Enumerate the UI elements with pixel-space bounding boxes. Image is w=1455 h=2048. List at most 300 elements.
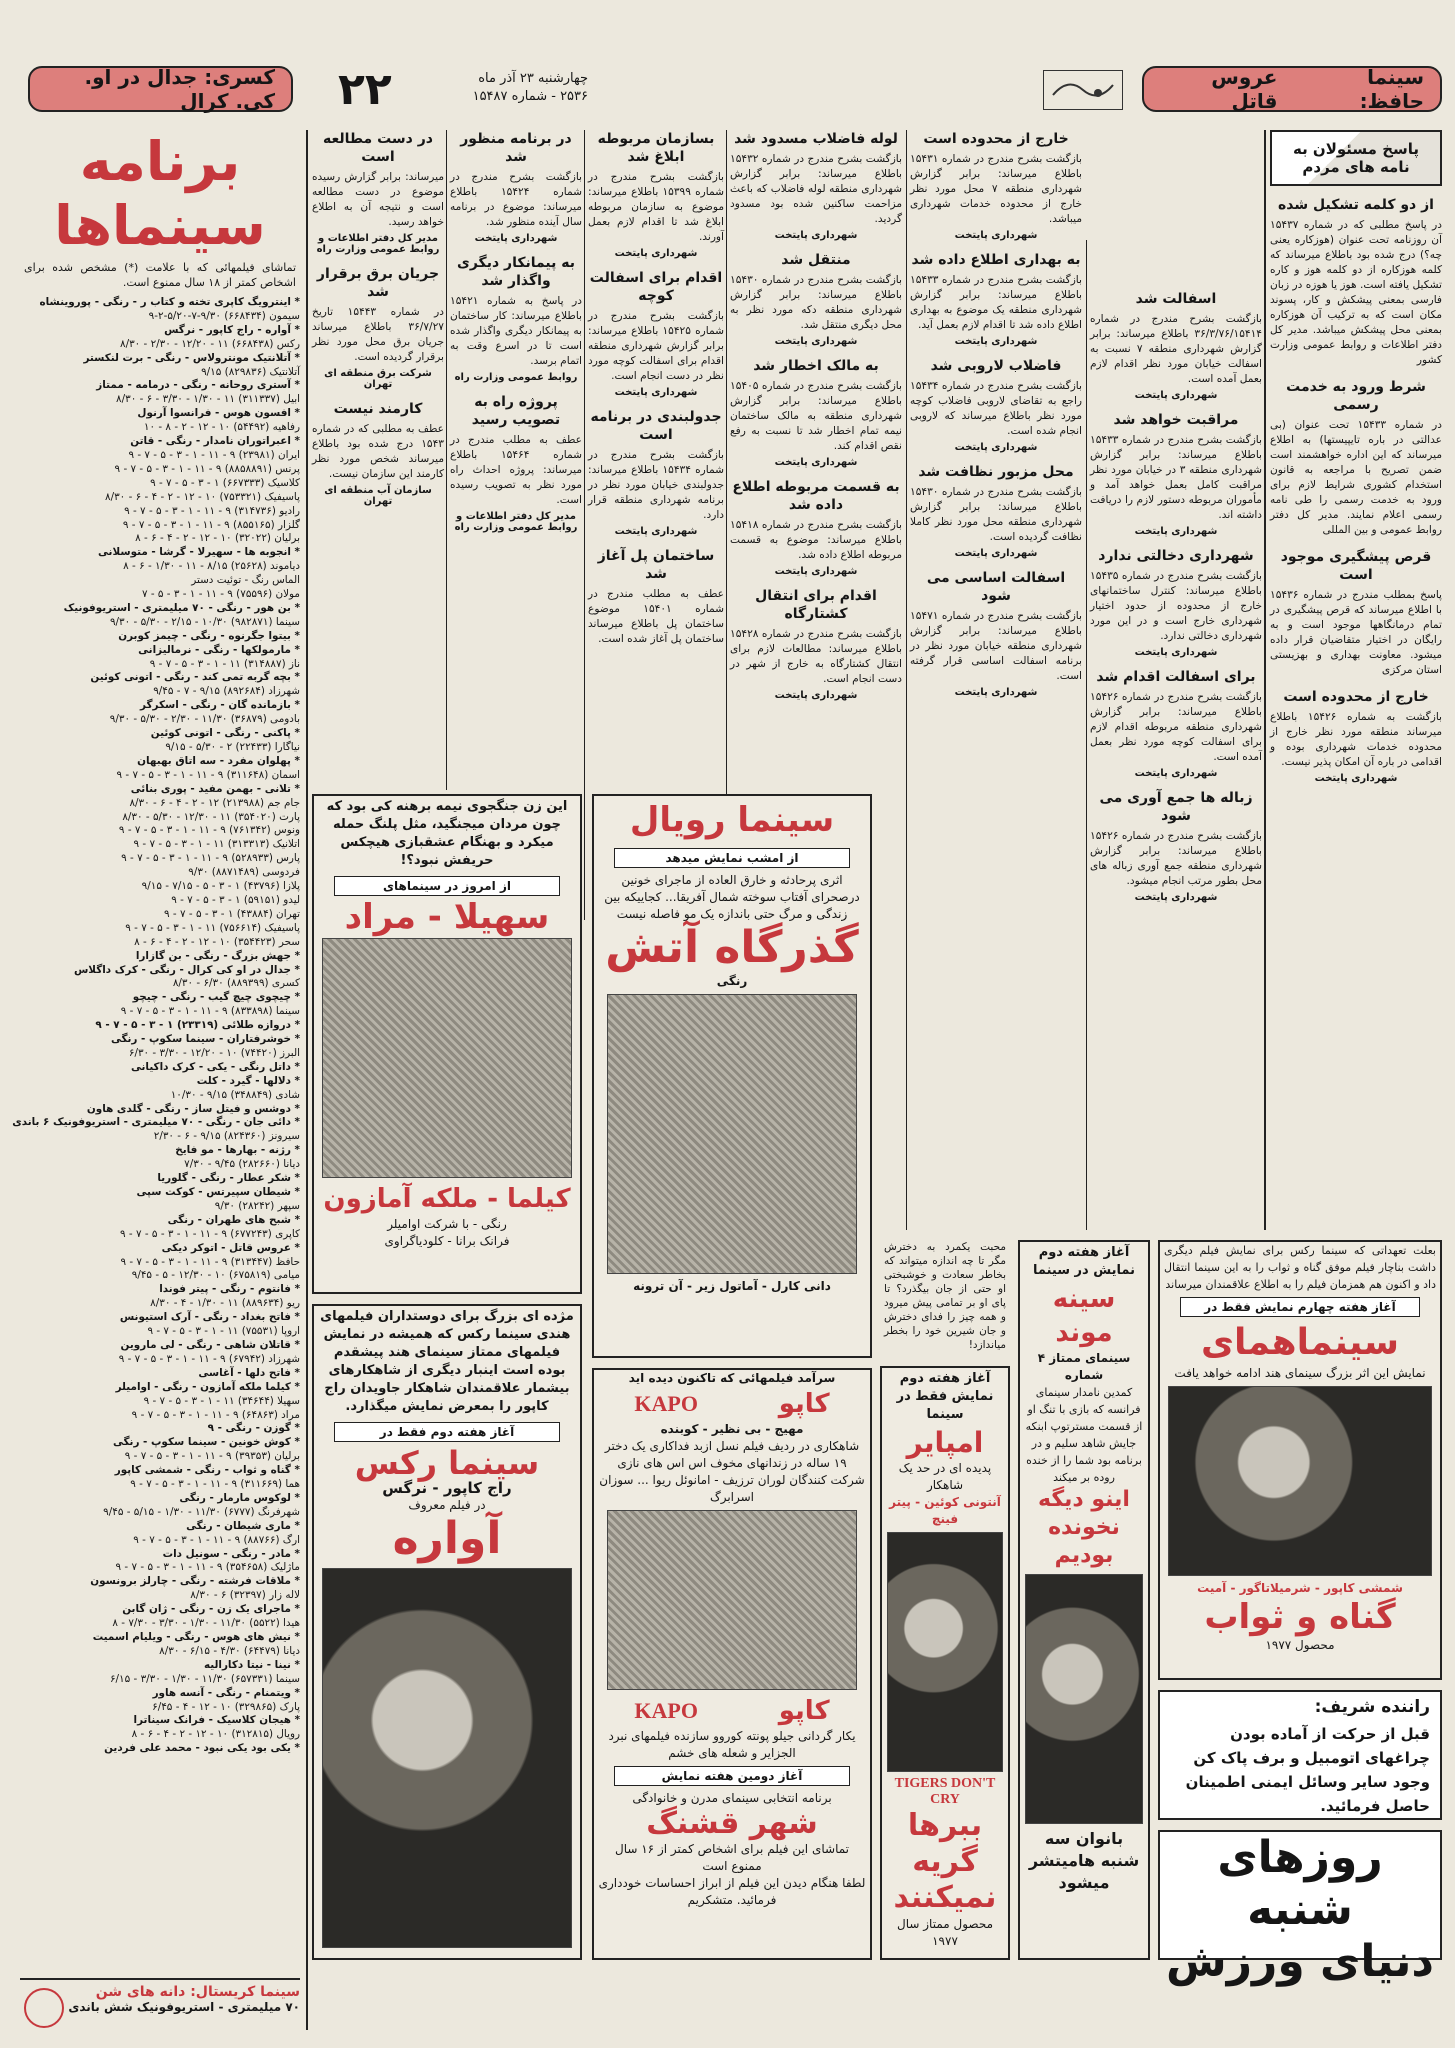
ad-cast: دانی کارل - آماتول زیر - آن ترونه xyxy=(633,1279,831,1293)
ad-film-latin-2: KAPO xyxy=(634,1698,698,1723)
news-body: بازگشت بشرح مندرج در شماره ۱۵۴۱۸ باطلاع میرساند: موضوع به قسمت مربوطه اطلاع داده شد. xyxy=(730,519,902,561)
ad-cinema-name: سینه موند xyxy=(1052,1284,1116,1348)
listing-line: رفاهیه (۵۴۴۹۲) ۱۰ - ۱۲ - ۲ - ۸ - ۱۰ xyxy=(143,421,300,434)
ad-film-latin: TIGERS DON'T CRY xyxy=(894,1776,996,1807)
ad-pretitle: در فیلم معروف xyxy=(408,1498,486,1512)
listing-line: * نینا - نیتا دکارالیه xyxy=(203,1658,300,1671)
listing-line: کسری (۸۸۹۳۹۹) ۶/۳۰ - ۸/۳۰ xyxy=(172,977,300,990)
listing-line: * کوش خونین - سینما سکوپ - رنگی xyxy=(113,1436,300,1449)
listing-line: * شبح های طهران - رنگی xyxy=(167,1213,300,1226)
listing-line: اتلانیک (۳۱۳۳۱۳) ۱۱ - ۱ - ۳ - ۵ - ۷ - ۹ xyxy=(133,838,300,851)
listing-line: * نیش های هوس - رنگی - ویلیام اسمیت xyxy=(92,1631,300,1643)
ad-subtitle: سینمای ممتاز ۴ شماره xyxy=(1037,1351,1131,1382)
ad-text: محبت یکمرد به دخترش مگر تا چه اندازه میتواند که بخاطر سعادت و خوشبختی او حتی از جان بیگذرد؟ تا پای او بر تمامی پیش میرود و همه چیز را فدای دخترش و جان شیرین خود را بخطر میاندازد! xyxy=(884,1241,1006,1351)
news-body: عطف به مطلب مندرج در شماره ۱۵۴۶۴ باطلاع میرساند: پروژه احداث راه مورد نظر به تصویب رسیده است. xyxy=(450,434,582,506)
news-headline: برای اسفالت اقدام شد xyxy=(1096,669,1256,685)
listing-line: شادی (۳۴۸۸۴۹) ۹/۱۵ - ۱۰/۳۰ xyxy=(170,1088,300,1101)
news-item xyxy=(910,569,1082,698)
header-left-box xyxy=(28,66,293,112)
news-item xyxy=(910,357,1082,453)
driver-notice xyxy=(1158,1690,1442,1820)
article-column-7 xyxy=(312,130,444,790)
ad-footer: محصول ۱۹۷۷ xyxy=(1265,1638,1335,1652)
listing-line: * افسون هوس - فرانسوا آرنول xyxy=(137,407,300,420)
news-item xyxy=(588,408,724,537)
ad-cinema-rex xyxy=(312,1304,582,1960)
listing-line: ابیل (۳۱۱۳۳۷) ۱۱ - ۱/۳۰ - ۳/۳۰ - ۶ - ۸/۳۰ xyxy=(116,393,300,406)
news-source: شهرداری پایتخت xyxy=(474,233,558,244)
news-headline: اقدام برای اسفالت کوچه xyxy=(589,270,723,304)
news-headline: کارمند نیست xyxy=(333,401,423,417)
news-item xyxy=(450,130,582,244)
ad-notice: بعلت تعهداتی که سینما رکس برای نمایش فیلم دیگری داشت بناچار فیلم موفق گناه و ثواب را به این سینما انتقال داد و اکنون هم همزمان فیلم را به اطلاع علاقمندان میرساند xyxy=(1164,1244,1436,1291)
ad-film-title-2: کاپو xyxy=(778,1696,830,1726)
listing-footer xyxy=(20,1978,300,2030)
news-headline: به بهداری اطلاع داده شد xyxy=(911,252,1081,268)
news-body: بازگشت بشرح مندرج در شماره ۱۵۴۳۰ باطلاع میرساند: برابر گزارش شهرداری منطقه دکه مورد نظر به محل دیگری منتقل شد. xyxy=(730,274,902,331)
listing-line: سپهر (۲۸۲۴۲) ۹/۳۰ xyxy=(214,1199,300,1212)
listing-line: * چیچوی چیچ گیب - رنگی - چیچو xyxy=(132,991,300,1004)
listing-line: رویال (۳۱۲۸۱۵) ۱۰ - ۱۲ - ۲ - ۴ - ۶ - ۸ xyxy=(131,1728,300,1741)
header-right-box xyxy=(1142,66,1442,112)
listing-line: الماس رنگ - توئیت دستر xyxy=(191,574,300,587)
movie-photo xyxy=(1025,1574,1143,1824)
ad-cast: راج کاپور - نرگس xyxy=(382,1479,512,1497)
news-headline: منتقل شد xyxy=(781,252,851,268)
news-headline: محل مزبور نظافت شد xyxy=(918,464,1074,480)
news-source: سازمان آب منطقه ای تهران xyxy=(324,485,432,507)
news-item xyxy=(730,587,902,701)
news-item xyxy=(1090,547,1262,658)
news-source: شهرداری پایتخت xyxy=(614,526,698,537)
news-headline: به مالک اخطار شد xyxy=(753,358,879,374)
news-body: بازگشت بشرح مندرج در شماره ۱۵۴۰۵ باطلاع میرساند: برابر گزارش شهرداری منطقه به مالک ساختمان نیمه تمام اخطار شد تا نسبت به رفع نقص اقدام کند. xyxy=(730,380,902,452)
stamp-icon xyxy=(24,1988,64,2028)
listing-line: * مادر - رنگی - سونیل دات xyxy=(162,1547,300,1560)
ad-note-2: لطفا هنگام دیدن این فیلم از ابراز احساسات خودداری فرمائید. متشکریم xyxy=(598,1876,866,1907)
column-divider xyxy=(906,130,907,1230)
news-body: بازگشت بشرح مندرج در شماره ۱۵۴۲۶ باطلاع میرساند: برابر گزارش شهرداری منطقه مربوطه اقدام لازم برای اسفالت کوچه مورد نظر بعمل آمده است. xyxy=(1090,691,1262,763)
listing-line: پارک (۳۲۹۸۶۵) ۱۰ - ۱۲ - ۴ - ۶/۴۵ xyxy=(152,1700,300,1713)
article-column-4 xyxy=(730,130,902,910)
listing-line: ریو (۸۸۹۶۳۴) ۱۱ - ۱/۳۰ - ۴ - ۸/۳۰ xyxy=(150,1297,300,1310)
news-body: بازگشت بشرح مندرج در شماره ۱۵۴۳۰ باطلاع میرساند: برابر گزارش شهرداری منطقه محل مورد نظر کاملا نظافت گردیده است. xyxy=(910,486,1082,543)
news-body: بازگشت بشرح مندرج در شماره ۱۵۴۲۸ باطلاع میرساند: مطالعات لازم برای انتقال کشتارگاه به خارج از شهر در دست انجام است. xyxy=(730,628,902,685)
header-right-title: عروس قاتل xyxy=(1211,65,1278,113)
news-body: بازگشت بشرح مندرج در شماره ۱۵۴۳۱ باطلاع میرساند: برابر گزارش شهرداری منطقه ۷ محل مورد نظر خارج از محدوده خدمات شهرداری میباشد. xyxy=(910,153,1082,225)
listing-line: ناز (۳۱۴۸۸۷) ۱۱ - ۱ - ۳ - ۵ - ۷ - ۹ xyxy=(149,657,300,670)
news-source: شهرداری پایتخت xyxy=(614,387,698,398)
listing-line: * گوزن - رنگی - ۹ xyxy=(207,1422,300,1435)
news-source: شهرداری پایتخت xyxy=(774,566,858,577)
sport-line-1: روزهای شنبه xyxy=(1217,1832,1383,1935)
news-item xyxy=(1090,411,1262,537)
listing-line: * انجوبه ها - سهیرلا - گرشا - متوسلانی xyxy=(98,546,300,559)
ad-film-title: ببرها گریه نمیکنند xyxy=(893,1808,997,1915)
ad-description: نمایش این اثر بزرگ سینمای هند ادامه خواهد یافت xyxy=(1174,1366,1426,1380)
notice-text: قبل از حرکت از آماده بودن چراغهای اتومبیل و برف پاک کن وجود سایر وسائل ایمنی اطمینان حاصل فرمائید. xyxy=(1185,1725,1430,1815)
ad-cinemas: سهیلا - مراد xyxy=(344,897,550,937)
news-body: بازگشت بشرح مندرج در شماره ۱۵۴۲۶ باطلاع میرساند: برابر گزارش شهرداری منطقه جمع آوری زباله های محل بطور مرتب انجام میشود. xyxy=(1090,830,1262,887)
news-source: روابط عمومی وزارت راه xyxy=(454,372,578,383)
news-source: مدیر کل دفتر اطلاعات و روابط عمومی وزارت راه xyxy=(316,233,440,255)
listing-line: * اعبراتوران نامدار - رنگی - قاتن xyxy=(130,435,300,448)
ad-subtitle-2: برنامه انتخابی سینمای مدرن و خانوادگی xyxy=(632,1791,832,1805)
listing-line: پارت (۳۵۴۰۲۰) ۱۱ - ۱۲/۳۰ - ۵/۳۰ - ۸/۳۰ xyxy=(122,810,300,823)
listing-line: * بچه گربه تمی کند - رنگی - اتونی کوئین xyxy=(90,671,300,684)
ad-cinema-name: امپایر xyxy=(906,1426,984,1459)
news-headline: در دست مطالعه است xyxy=(323,131,433,165)
listing-line: برلیان (۳۲۰۲۲) ۱۰ - ۱۲ - ۲ - ۴ - ۶ - ۸ xyxy=(135,532,300,545)
news-item xyxy=(730,251,902,347)
ad-description: شاهکاری در ردیف فیلم نسل ازبد فداکاری یک دختر ۱۹ ساله در زندانهای مخوف اس اس های نازی xyxy=(604,1439,860,1470)
notice-heading: راننده شریف: xyxy=(1314,1697,1430,1717)
news-source: شهرداری پایتخت xyxy=(954,687,1038,698)
article-column-6 xyxy=(450,130,582,790)
news-headline: به پیمانکار دیگری واگذار شد xyxy=(457,255,575,289)
movie-photo xyxy=(607,1510,857,1690)
news-body: بازگشت بشرح مندرج در شماره ۱۵۴۳۴ باطلاع میرساند: جدولبندی خیابان مورد نظر در برنامه شهرداری منطقه قرار دارد. xyxy=(588,449,724,521)
news-source: شهرداری پایتخت xyxy=(774,230,858,241)
listing-line: لیدو (۵۹۱۵۱) ۱ - ۳ - ۵ - ۷ - ۹ xyxy=(171,893,300,906)
news-body: پاسخ بمطلب مندرج در شماره ۱۵۴۳۶ با اطلاع میرساند که قرص پیشگیری در تمام درمانگاهها موجود است و به رایگان در اختیار متقاضیان قرار داده میشود. معاونت بهداری و بهزیستی استان مرکزی xyxy=(1270,589,1442,676)
listing-line: سهیلا (۳۴۶۴۴) ۱۱ - ۱ - ۳ - ۵ - ۷ - ۹ xyxy=(143,1394,300,1407)
listing-line: * بیتوا جگرنوه - رنگی - چیمز کوبرن xyxy=(118,629,300,642)
news-headline: از دو کلمه تشکیل شده xyxy=(1278,197,1434,213)
listing-line: * خوشرفتاران - سینما سکوپ - رنگی xyxy=(110,1033,300,1046)
news-body: بازگشت بشرح مندرج در شماره ۱۵۴۳۳ باطلاع میرساند: برابر گزارش شهرداری منطقه یک موضوع به بهداری اطلاع داده شد تا اقدام لازم بعمل آید. xyxy=(910,274,1082,331)
cinema-listing-column xyxy=(12,130,300,2030)
news-body: عطف به مطلب مندرج در شماره ۱۵۴۰۱ موضوع ساختمان پل باطلاع میرساند ساختمان پل آغاز شده است. xyxy=(588,588,724,645)
news-source: شهرداری پایتخت xyxy=(1134,647,1218,658)
listing-line: * دلالها - گیرد - کلت xyxy=(196,1074,300,1087)
newspaper-logo-icon xyxy=(1043,70,1123,110)
news-body: میرساند: برابر گزارش رسیده موضوع در دست مطالعه است و نتیجه آن به اطلاع خواهد رسید. xyxy=(312,171,444,228)
sport-ad xyxy=(1158,1830,1442,1987)
news-body: بازگشت بشرح مندرج در شماره ۱۵۴۳۲ باطلاع میرساند: برابر گزارش شهرداری منطقه لوله فاضلاب که باعث مزاحمت ساکنین شده بود مسدود گردید. xyxy=(730,153,902,225)
news-item xyxy=(312,265,444,390)
ad-film-title: کیلما - ملکه آمازون xyxy=(323,1184,571,1214)
listing-line: پارس (۵۲۸۹۳۳) ۹ - ۱۱ - ۱ - ۳ - ۵ - ۷ - ۹ xyxy=(121,852,300,865)
newspaper-page xyxy=(8,60,1448,2040)
ad-cast-2: فرانک برانا - کلودیاگراوی xyxy=(384,1234,510,1248)
ad-cinema-name: سینما رکس xyxy=(354,1444,540,1482)
listing-line: پرنس (۸۸۵۸۸۹۱) ۹ - ۱۱ - ۱ - ۳ - ۵ - ۷ - ۹ xyxy=(114,462,300,475)
article-column-1 xyxy=(1270,130,1442,1230)
ad-tag: آغاز هفته دوم نمایش در سینما xyxy=(1033,1245,1135,1278)
news-source: شهرداری پایتخت xyxy=(954,336,1038,347)
listing-line: تهران (۴۳۸۸۴) ۱ - ۳ - ۵ - ۷ - ۹ xyxy=(164,907,300,920)
page-number: ۲۲ xyxy=(338,64,392,115)
ad-cinema-name: سینما رویال xyxy=(629,800,835,840)
news-source: شرکت برق منطقه ای تهران xyxy=(324,368,432,390)
ad-description: کمدین نامدار سینمای فرانسه که بازی با تنگ او از قسمت مسترتوپ ابنکه جایش شاهد سلیم و در برنامه بود شما را از خنده روده بر میکند xyxy=(1025,1386,1143,1484)
listing-title: برنامه سینماها xyxy=(54,130,266,257)
listing-line: پاسیفیک (۷۵۶۶۱۴) ۱۱ - ۱ - ۳ - ۵ - ۷ - ۹ xyxy=(125,921,300,934)
ad-description: پدیده ای در حد یک شاهکار xyxy=(898,1461,992,1492)
news-headline: خارج از محدوده است xyxy=(1283,689,1429,705)
ad-film-title: گناه و ثواب xyxy=(1204,1597,1396,1637)
listing-line: ایران (۲۳۹۸۱) ۹ - ۱۱ - ۱ - ۳ - ۵ - ۷ - ۹ xyxy=(128,448,300,461)
listing-line: مراد (۶۴۸۶۳) ۹ - ۱۱ - ۱ - ۳ - ۵ - ۷ - ۹ xyxy=(131,1408,300,1421)
listing-line: پاسیفیک (۷۵۳۳۲۱) ۱۰ - ۱۲ - ۲ - ۴ - ۶ - ۸/۳۰ xyxy=(105,490,300,503)
ad-film-title: گذرگاه آتش xyxy=(605,922,859,973)
news-body: بازگشت بشرح مندرج در شماره ۳۶/۳/۷۶/۱۵۴۱۴ باطلاع میرساند: برابر گزارش شهرداری منطقه ۷ نسبت به اسفالت خیابان مورد نظر اقدام لازم بعمل آمده است. xyxy=(1090,313,1262,385)
ad-footer: محصول ممتاز سال ۱۹۷۷ xyxy=(897,1917,993,1948)
listing-line: * دروازه طلائی (۲۳۳۱۹) ۱ - ۳ - ۵ - ۷ - ۹ xyxy=(95,1019,300,1032)
listing-line: * ماجرای یک زن - رنگی - ژان گابن xyxy=(122,1603,300,1616)
ad-headline: مژده ای بزرگ برای دوستداران فیلمهای هندی سینما رکس که همیشه در نمایش فیلمهای ممتاز سینمای هند پیشقدم بوده است اینبار دیگری از شاهکارهای بیشمار علاقمندان شاهکار جاویدان راج کاپور را بمعرض نمایش میگذارد. xyxy=(320,1309,574,1414)
news-item xyxy=(588,130,724,259)
page-header xyxy=(8,60,1448,116)
column-divider xyxy=(1264,130,1266,1230)
news-headline: ساختمان پل آغاز شد xyxy=(597,548,715,582)
listing-line: * ماری شیطان - رنگی xyxy=(186,1519,300,1532)
header-left-text: کسری: جدال در او. کی. کرال xyxy=(84,65,275,113)
column-divider xyxy=(1086,240,1087,1230)
news-headline: جدولبندی در برنامه است xyxy=(590,409,722,443)
listing-line: ونوس (۷۶۱۳۴۲) ۹ - ۱۱ - ۱ - ۳ - ۵ - ۷ - ۹ xyxy=(118,824,300,837)
news-source: شهرداری پایتخت xyxy=(774,690,858,701)
listing-line: کلاسیک (۶۶۷۳۳۳) ۱ - ۳ - ۵ - ۷ - ۹ xyxy=(150,476,300,489)
news-headline: لوله فاضلاب مسدود شد xyxy=(734,131,898,147)
listing-line: * ویتمنام - رنگی - آنسه هاور xyxy=(152,1686,300,1699)
listing-line: سیمون (۶۶۸۴۳۴) ۹/۳۰-۷-۵/۲۰-۲-۹ xyxy=(148,309,300,322)
news-headline: شرط ورود به خدمت رسمی xyxy=(1286,379,1426,413)
news-body: بازگشت بشرح مندرج در شماره ۱۵۴۳۳ باطلاع میرساند: برابر گزارش شهرداری منطقه ۳ در خیابان مورد نظر مراقبت کامل بعمل خواهد آمد و مأموران مربوطه دستور لازم را دریافت داشته اند. xyxy=(1090,434,1262,521)
ad-cinema-royal xyxy=(592,794,872,1358)
listing-line: * یکی بود یکی نبود - محمد علی فردین xyxy=(104,1742,300,1755)
ad-tag: از امروز در سینماهای xyxy=(334,876,560,896)
listing-line: شهرفرنگ (۶۷۷۷) ۱۱/۳۰ - ۱/۳۰ - ۵/۱۵ - ۹/۴۵ xyxy=(103,1505,300,1518)
mailbox-header: پاسخ مسئولان به نامه های مردم xyxy=(1270,130,1442,186)
listing-line: * بازمانده گان - رنگی - اسکرگر xyxy=(140,699,300,712)
listing-line: * فاتح دلها - آغاسی xyxy=(198,1366,300,1379)
movie-photo xyxy=(322,1568,572,1948)
news-body: بازگشت بشرح مندرج در شماره ۱۵۳۹۹ باطلاع میرساند: موضوع به سازمان مربوطه ابلاغ شد تا اقدام لازم بعمل آورند. xyxy=(588,171,724,243)
listing-line: * فانتوم - رنگی - پیتر فوندا xyxy=(159,1283,300,1296)
listing-line: پلازا (۴۳۷۹۶) ۱ - ۳ - ۵ - ۷/۱۵ - ۹/۱۵ xyxy=(141,880,300,893)
ad-color-note: رنگی xyxy=(716,974,748,988)
column-divider xyxy=(306,130,308,2030)
listing-line: مولان (۷۵۵۹۶) ۹ - ۱۱ - ۱ - ۳ - ۵ - ۷ xyxy=(141,588,300,601)
ad-tag: آغاز دومین هفته نمایش xyxy=(614,1766,850,1786)
listing-line: شهرزاد (۶۷۹۴۲) ۹ - ۱۱ - ۱ - ۳ - ۵ - ۷ - ۹ xyxy=(118,1352,300,1365)
news-item xyxy=(312,130,444,255)
listing-line: * جهش بزرگ - رنگی - بن گازارا xyxy=(135,949,300,962)
news-body: بازگشت بشرح مندرج در شماره ۱۵۴۲۵ باطلاع میرساند: برابر گزارش شهرداری منطقه اقدام برای اسفالت کوچه مورد نظر در دست انجام است. xyxy=(588,310,724,382)
ad-cinema-mond xyxy=(1018,1240,1150,1960)
news-source: شهرداری پایتخت xyxy=(774,457,858,468)
news-headline: بسازمان مربوطه ابلاغ شد xyxy=(597,131,715,165)
header-right-label: سینما حافظ: xyxy=(1359,65,1424,113)
listing-line: میامی (۶۷۵۸۱۹) ۱۰ - ۱۲/۳۰ - ۵ - ۹/۴۵ xyxy=(131,1269,300,1282)
listing-line: سیرونز (۸۲۴۳۶۰) ۹/۱۵ - ۶ - ۲/۳۰ xyxy=(153,1130,300,1143)
news-body: در شماره ۱۵۴۴۳ تاریخ ۳۶/۷/۲۷ باطلاع میرساند جریان برق محل مورد نظر برقرار گردیده است. xyxy=(312,306,444,363)
news-item xyxy=(1090,668,1262,779)
ad-film-title: اینو دیگه نخونده بودیم xyxy=(1038,1487,1130,1568)
ad-description: اثری پرحادثه و خارق العاده از ماجرای خونین درصحرای آفتاب سوخته شمال آفریقا... کجاییکه بین زندگی و مرگ حتی باندازه یک مو فاصله نیست xyxy=(604,873,860,921)
news-headline: قرص پیشگیری موجود است xyxy=(1280,549,1432,583)
news-source: شهرداری پایتخت xyxy=(954,442,1038,453)
news-body: بازگشت بشرح مندرج در شماره ۱۵۴۳۵ باطلاع میرساند: کنترل ساختمانهای خارج از محدوده از حدود اختیار شهرداری خارج است و در این مورد شهرداری دخالتی ندارد. xyxy=(1090,570,1262,642)
news-headline: خارج از محدوده است xyxy=(923,131,1069,147)
listing-footer-red: سینما کریستال: دانه های شن xyxy=(95,1984,300,2000)
listing-line: شهرزاد (۸۹۲۶۸۴) ۹/۱۵ - ۷ - ۹/۴۵ xyxy=(153,685,300,698)
ad-film-title: آواره xyxy=(392,1513,502,1564)
listing-line: رکس (۶۶۸۴۳۸) ۱۱ - ۱۲/۲۰ - ۲/۳۰ - ۸/۳۰ xyxy=(119,337,300,350)
listing-line: * فاتح بغداد - رنگی - آرک استیونس xyxy=(119,1311,300,1324)
news-item xyxy=(588,269,724,398)
ad-footer: بانوان سه شنبه هامیتشر میشود xyxy=(1028,1829,1140,1892)
listing-line: رادیو (۳۱۴۷۳۶) ۹ - ۱۱ - ۱ - ۳ - ۵ - ۷ - ۹ xyxy=(124,504,300,517)
news-item xyxy=(312,400,444,507)
article-column-3 xyxy=(910,130,1082,1230)
listing-line: دیانا (۲۸۲۶۶۰) ۹/۴۵ - ۷/۳۰ xyxy=(184,1158,300,1171)
news-item xyxy=(730,130,902,241)
listing-line: * دوشس و فیتل ساز - رنگی - گلدی هاون xyxy=(86,1102,300,1115)
listing-line: دیانا (۶۴۴۷۹) ۴/۳۰ - ۶/۱۵ - ۸/۳۰ xyxy=(159,1644,300,1657)
listing-line: اسمان (۳۱۱۶۴۸) ۹ - ۱۱ - ۱ - ۳ - ۵ - ۷ - ۹ xyxy=(116,768,300,781)
listing-line: * مارمولکها - رنگی - نرمالیزانی xyxy=(138,643,300,656)
issue-text: ۲۵۳۶ - شماره ۱۵۴۸۷ xyxy=(472,89,588,104)
news-headline: به قسمت مربوطه اطلاع داده شد xyxy=(732,479,900,513)
news-item xyxy=(1270,688,1442,784)
news-headline: پروژه راه به تصویب رسید xyxy=(471,394,561,428)
ad-cinema-empire xyxy=(880,1366,1010,1960)
news-item xyxy=(730,478,902,577)
column-divider xyxy=(446,130,447,790)
listing-line: * جدال در او کی کرال - رنگی - کرک داگلاس xyxy=(73,963,300,976)
listing-line: * عروس قاتل - اتوکر دیکی xyxy=(161,1241,300,1254)
news-source: شهرداری پایتخت xyxy=(774,336,858,347)
listing-line: کاپری (۶۷۷۲۴۳) ۹ - ۱۱ - ۱ - ۳ - ۵ - ۷ - ۹ xyxy=(120,1227,300,1240)
ad-cinema-name: شهر قشنگ xyxy=(646,1806,818,1841)
listing-line: * رژنه - بهارها - مو فایخ xyxy=(175,1144,300,1157)
news-item xyxy=(910,463,1082,559)
column-divider xyxy=(584,130,585,920)
ad-tag: از امشب نمایش میدهد xyxy=(614,848,850,868)
listing-line: * ملاقات فرشته - رنگی - چارلز برونسون xyxy=(90,1575,300,1588)
ad-kapo xyxy=(592,1368,872,1960)
news-item xyxy=(910,251,1082,347)
ad-note: تماشای این فیلم برای اشخاص کمتر از ۱۶ سال ممنوع است xyxy=(614,1842,849,1873)
news-headline: اقدام برای انتقال کشتارگاه xyxy=(755,588,877,622)
ad-cast: شمشی کاپور - شرمیلاتاگور - آمیت xyxy=(1197,1581,1403,1595)
listing-line: اروپا (۷۵۵۳۱) ۱۱ - ۱ - ۳ - ۵ - ۷ - ۹ xyxy=(147,1325,300,1338)
news-item xyxy=(910,130,1082,241)
listing-line: * داتل رنگی - یکی - کرک داکیانی xyxy=(131,1060,300,1073)
news-item xyxy=(1270,196,1442,368)
date-line xyxy=(418,70,588,106)
listing-line: دیاموند (۲۵۶۲۸) ۸/۱۵ - ۱۱ - ۱/۳۰ - ۶ - ۸ xyxy=(123,560,300,573)
news-item xyxy=(730,357,902,468)
movie-photo xyxy=(607,994,857,1274)
ad-soheila-morad xyxy=(312,794,582,1294)
news-headline: اسفالت شد xyxy=(1135,291,1217,307)
listing-line: * دائی جان - رنگی - ۷۰ میلیمتری - استریوفونیک ۶ باندی xyxy=(12,1116,300,1129)
listing-line: سحر (۳۵۴۴۲۳) ۱۰ - ۱۲ - ۲ - ۴ - ۶ - ۸ xyxy=(134,935,300,948)
listing-lines xyxy=(12,296,300,1756)
news-headline: اسفالت اساسی می شود xyxy=(926,570,1066,604)
listing-line: ماژلیک (۳۵۴۶۵۸) ۹ - ۱۱ - ۱ - ۳ - ۵ - ۷ - ۹ xyxy=(115,1561,300,1574)
movie-photo xyxy=(322,938,572,1178)
date-text: چهارشنبه ۲۳ آذر ماه xyxy=(478,71,588,86)
listing-line: * اینترویگ کاپری تخته و کتاب ر - رنگی - پوروینشاه xyxy=(39,296,300,308)
ad-cast: آنتونی کوئین - پیتر فینچ xyxy=(889,1495,1001,1526)
listing-line: * پهلوان مفرد - سه اتاق بهبهان xyxy=(137,754,300,767)
movie-photo xyxy=(1168,1386,1432,1576)
listing-intro: تماشای فیلمهائی که با علامت (*) مشخص شده برای اشخاص کمتر از ۱۸ سال ممنوع است. xyxy=(24,261,296,289)
news-body: بازگشت بشرح مندرج در شماره ۱۵۴۳۴ راجع به تقاضای لاروبی فاضلاب کوچه مورد نظر باطلاع میرساند که لاروبی انجام شده است. xyxy=(910,380,1082,437)
news-headline: در برنامه منظور شد xyxy=(460,131,572,165)
listing-line: بادومی (۳۶۸۷۹) ۱۱/۳۰ - ۲/۳۰ - ۵/۳۰ - ۹/۳۰ xyxy=(109,713,300,726)
ad-tag: آغاز هفته چهارم نمایش فقط در xyxy=(1180,1297,1420,1317)
ad-film-latin: KAPO xyxy=(634,1391,698,1416)
listing-line: آتلانتیک (۸۲۹۸۳۶) ۹/۱۵ xyxy=(201,365,300,378)
ad-tag: آغاز هفته دوم نمایش فقط در سینما xyxy=(896,1371,994,1422)
listing-line: * شکر عطار - رنگی - گلوریا xyxy=(157,1172,300,1185)
ad-father-text xyxy=(880,1240,1010,1360)
listing-line: * آواره - راج کاپور - نرگس xyxy=(164,323,300,336)
news-headline: جریان برق برقرار شد xyxy=(316,266,440,300)
listing-line: البرز (۷۴۴۲۰) ۱۰ - ۱۲/۲۰ - ۳/۳۰ - ۶/۳۰ xyxy=(128,1046,300,1059)
ad-cinema-name: سینماهمای xyxy=(1200,1322,1400,1363)
listing-line: حافظ (۳۱۳۴۴۷) ۹ - ۱۱ - ۱ - ۳ - ۵ - ۷ - ۹ xyxy=(120,1255,300,1268)
listing-line: هیدا (۵۵۲۲) ۱۱/۳۰ - ۱/۳۰ - ۳/۳۰ - ۷/۳۰ - ۸ xyxy=(112,1617,300,1630)
ad-top: سرآمد فیلمهائی که تاکنون دیده اید xyxy=(628,1371,836,1385)
listing-line: جام جم (۲۱۳۹۸۸) ۱۲ - ۲ - ۴ - ۶ - ۸/۳۰ xyxy=(129,796,300,809)
news-item xyxy=(1270,548,1442,678)
news-item xyxy=(1090,789,1262,903)
news-source: شهرداری پایتخت xyxy=(1314,773,1398,784)
ad-headline: این زن جنگجوی نیمه برهنه کی بود که چون مردان میجنگید، مثل پلنگ حمله میکرد و بهنگام عشقبازی هیچکس حریفش نبود؟! xyxy=(326,799,568,868)
ad-description-2: یکار گردانی جیلو پونته کوروو سازنده فیلمهای نبرد الجزایر و شعله های خشم xyxy=(608,1729,856,1760)
listing-line: * بن هور - رنگی - ۷۰ میلیمتری - استریوفونیک xyxy=(63,601,300,614)
listing-line: * آستری روحانه - رنگی - درمامه - ممتاز xyxy=(96,379,300,392)
news-source: شهرداری پایتخت xyxy=(1134,768,1218,779)
movie-photo xyxy=(887,1532,1003,1772)
news-body: در پاسخ به شماره ۱۵۴۲۱ باطلاع میرساند: کار ساختمان به پیمانکار دیگری واگذار شده است تا در اسرع وقت به اتمام برسد. xyxy=(450,295,582,367)
ad-cast: رنگی - با شرکت اوامیلر xyxy=(387,1217,507,1231)
listing-line: گلزار (۸۵۵۱۶۵) ۹ - ۱۱ - ۱ - ۳ - ۵ - ۷ - ۹ xyxy=(122,518,300,531)
news-headline: فاضلاب لاروبی شد xyxy=(930,358,1062,374)
listing-line: * پاکنی - رنگی - اتونی کوئین xyxy=(150,727,300,740)
listing-line: نیاگارا (۲۲۴۳۳) ۲ - ۵/۳۰ - ۹/۱۵ xyxy=(165,741,300,753)
listing-footer-black: ۷۰ میلیمتری - استریوفونیک شش باندی xyxy=(68,2000,300,2014)
news-source: شهرداری پایتخت xyxy=(954,548,1038,559)
listing-line: برلیان (۳۹۳۵۳) ۹ - ۱۱ - ۱ - ۳ - ۵ - ۷ - ۹ xyxy=(124,1450,300,1463)
news-body: بازگشت بشرح مندرج در شماره ۱۵۴۲۴ باطلاع میرساند: موضوع در برنامه سال آینده منظور شد. xyxy=(450,171,582,228)
news-body: بازگشت به شماره ۱۵۴۲۶ باطلاع میرساند منطقه مورد نظر خارج از محدوده خدمات شهرداری بوده و اقدامی در باره آن امکان پذیر نیست. xyxy=(1270,711,1442,768)
news-headline: شهرداری دخالتی ندارد xyxy=(1098,548,1254,564)
listing-line: * تلانی - بهمن مفید - پوری بنائی xyxy=(130,782,300,795)
listing-line: سینما (۸۳۳۸۹۸) ۹ - ۱۱ - ۱ - ۳ - ۵ - ۷ - ۹ xyxy=(120,1005,300,1018)
listing-line: * قاتلان شاهی - رنگی - لی ماروین xyxy=(120,1338,300,1351)
news-item xyxy=(450,393,582,533)
news-item xyxy=(588,547,724,647)
news-body: در شماره ۱۵۴۳۳ تحت عنوان (بی عدالتی در باره تایپیستها) به اطلاع میرساند که این اداره خواهشمند است ضمن تصریح با مراجعه به قانون استخدام کشوری شرایط لازم برای ورود به خدمت رسمی را طی نامه رسمی اعلام نمایند. مدیر کل دفتر روابط عمومی و بین المللی xyxy=(1270,419,1443,536)
news-source: شهرداری پایتخت xyxy=(614,248,698,259)
ad-subtitle: مهیج - بی نظیر - کوبنده xyxy=(660,1422,804,1436)
news-source: شهرداری پایتخت xyxy=(1134,892,1218,903)
news-headline: مراقبت خواهد شد xyxy=(1113,412,1239,428)
article-column-2 xyxy=(1090,130,1262,1230)
listing-line: * کیلما ملکه آمازون - رنگی - اوامیلر xyxy=(115,1380,300,1393)
ad-cast: شرکت کنندگان لوران ترزیف - امانوئل ریوا ... سوزان اسرابرگ xyxy=(599,1473,865,1504)
listing-line: * شیطان سپیرتس - کوکت سپی xyxy=(136,1186,300,1198)
listing-line: فردوسی (۸۸۷۱۴۸۹) ۹/۳۰ xyxy=(188,866,300,879)
